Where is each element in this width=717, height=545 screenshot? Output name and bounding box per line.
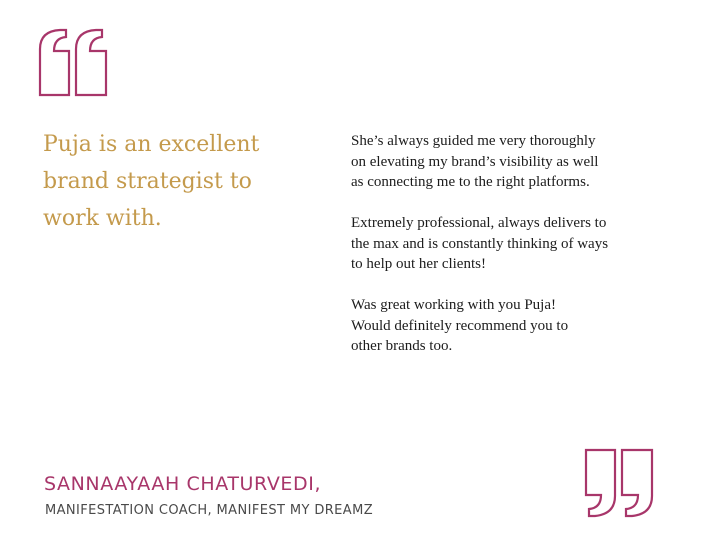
testimonial-headline: Puja is an excellent brand strategist to work with. — [43, 132, 260, 231]
open-quote-icon — [36, 28, 110, 98]
testimonial-paragraph: Was great working with you Puja! Would definitely recommend you to other brands too. — [351, 297, 569, 354]
close-quote-icon — [582, 447, 656, 519]
author-title: MANIFESTATION COACH, MANIFEST MY DREAMZ — [45, 503, 373, 518]
author-name: SANNAAYAAH CHATURVEDI, — [44, 473, 322, 495]
testimonial-body — [351, 131, 661, 357]
testimonial-paragraph: She’s always guided me very thoroughly on elevating my brand’s visibility as well as connecting me to the right platforms. — [351, 133, 599, 190]
testimonial-paragraph: Extremely professional, always delivers to the max and is constantly thinking of ways to help out her clients! — [351, 215, 609, 272]
